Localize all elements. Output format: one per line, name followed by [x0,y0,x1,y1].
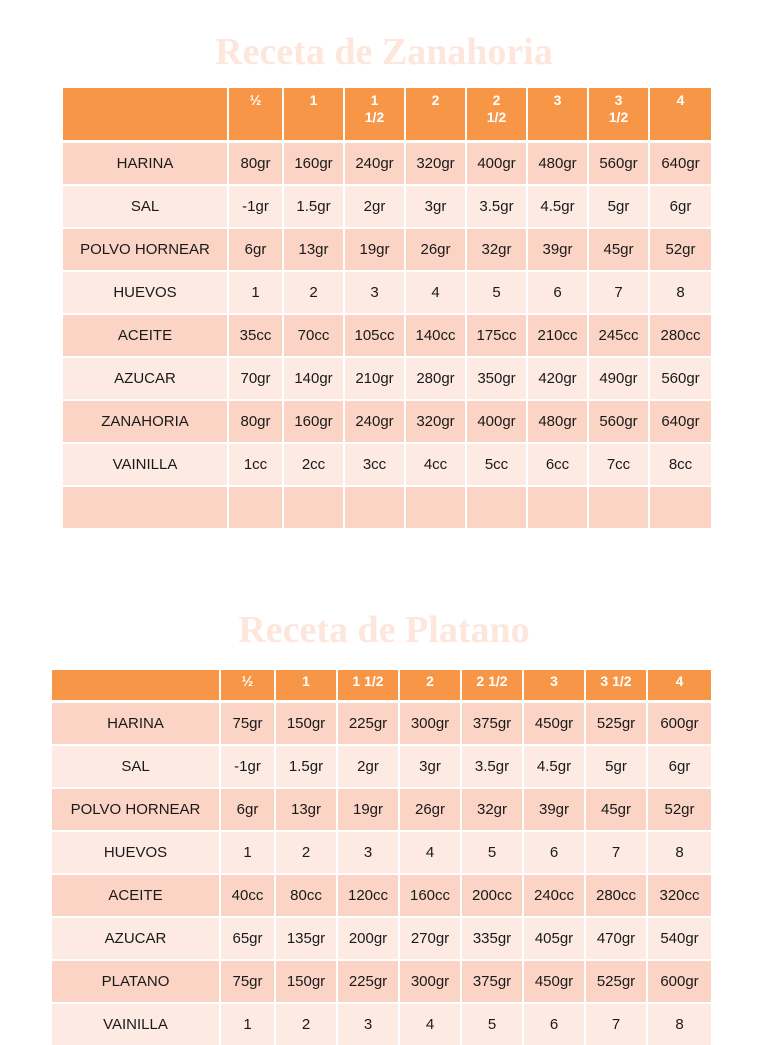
quantity-cell: 32gr [467,227,528,270]
quantity-cell: 80gr [229,399,284,442]
quantity-cell: 35cc [229,313,284,356]
quantity-cell: 3gr [406,184,467,227]
header-quantity-cell: 1 1/2 [338,670,400,700]
quantity-cell: 135gr [276,916,338,959]
quantity-cell: 8cc [650,442,711,485]
quantity-cell: 1 [221,1002,276,1045]
quantity-cell: 200gr [338,916,400,959]
quantity-cell: 2gr [345,184,406,227]
quantity-cell: 300gr [400,700,462,744]
ingredient-name-cell: AZUCAR [52,916,221,959]
ingredient-name-cell: SAL [63,184,229,227]
quantity-cell: 6gr [229,227,284,270]
quantity-cell: 3.5gr [467,184,528,227]
table-row [52,916,711,959]
ingredient-name-cell [63,485,229,528]
quantity-cell: 80gr [229,140,284,184]
ingredient-name-cell: HARINA [52,700,221,744]
quantity-cell: 8 [650,270,711,313]
ingredient-name-cell: PLATANO [52,959,221,1002]
quantity-cell: 2 [276,1002,338,1045]
table-row [63,140,711,184]
quantity-cell: 6gr [650,184,711,227]
header-quantity-cell: 3 1/2 [586,670,648,700]
quantity-cell [589,485,650,528]
quantity-cell: 375gr [462,700,524,744]
quantity-cell: 45gr [589,227,650,270]
quantity-cell: 13gr [284,227,345,270]
quantity-cell: 6gr [648,744,711,787]
quantity-cell: 75gr [221,959,276,1002]
quantity-cell: 600gr [648,959,711,1002]
quantity-cell: 13gr [276,787,338,830]
quantity-cell: 1 [229,270,284,313]
quantity-cell: 300gr [400,959,462,1002]
quantity-cell: 75gr [221,700,276,744]
table-row [52,744,711,787]
quantity-cell: 280cc [586,873,648,916]
quantity-cell [345,485,406,528]
quantity-cell: 6cc [528,442,589,485]
table-row [63,399,711,442]
quantity-cell: 7 [589,270,650,313]
quantity-cell: 150gr [276,959,338,1002]
table-row [52,787,711,830]
quantity-cell: 5cc [467,442,528,485]
quantity-cell: 560gr [589,399,650,442]
quantity-cell: 4 [400,1002,462,1045]
quantity-cell: 140cc [406,313,467,356]
quantity-cell: 245cc [589,313,650,356]
quantity-cell: 4 [406,270,467,313]
quantity-cell: 160cc [400,873,462,916]
quantity-cell: 2 [276,830,338,873]
quantity-cell: 7cc [589,442,650,485]
quantity-cell: 6gr [221,787,276,830]
recipe-table-platano [52,670,711,1045]
quantity-cell: 3gr [400,744,462,787]
quantity-cell: 240gr [345,140,406,184]
header-quantity-cell: 2 [400,670,462,700]
table-row [52,700,711,744]
table-row [63,442,711,485]
header-quantity-cell: 3 [524,670,586,700]
header-quantity-cell: 1 [276,670,338,700]
quantity-cell [406,485,467,528]
quantity-cell: 175cc [467,313,528,356]
quantity-cell: 450gr [524,700,586,744]
header-quantity-cell: 3 1/2 [589,88,650,140]
quantity-cell: 40cc [221,873,276,916]
quantity-cell: 5gr [589,184,650,227]
quantity-cell: 200cc [462,873,524,916]
quantity-cell: 480gr [528,140,589,184]
header-corner-cell [52,670,221,700]
quantity-cell: 6 [524,1002,586,1045]
quantity-cell: 3 [345,270,406,313]
quantity-cell: 270gr [400,916,462,959]
quantity-cell: 3 [338,830,400,873]
quantity-cell: 560gr [589,140,650,184]
header-quantity-cell: 1 [284,88,345,140]
quantity-cell: 525gr [586,700,648,744]
quantity-cell: 375gr [462,959,524,1002]
header-quantity-cell: 3 [528,88,589,140]
table-row [63,356,711,399]
table-row [63,184,711,227]
table-header-row [52,670,711,700]
quantity-cell: 6 [524,830,586,873]
quantity-cell: 470gr [586,916,648,959]
quantity-cell: 105cc [345,313,406,356]
table-row [52,959,711,1002]
ingredient-name-cell: HUEVOS [52,830,221,873]
header-quantity-cell: 1 1/2 [345,88,406,140]
quantity-cell [229,485,284,528]
quantity-cell: -1gr [221,744,276,787]
quantity-cell: 400gr [467,140,528,184]
header-quantity-cell: ½ [221,670,276,700]
quantity-cell: 320gr [406,140,467,184]
quantity-cell: 39gr [524,787,586,830]
quantity-cell: 6 [528,270,589,313]
table-row [63,313,711,356]
ingredient-name-cell: SAL [52,744,221,787]
header-quantity-cell: ½ [229,88,284,140]
quantity-cell: 210gr [345,356,406,399]
quantity-cell: 5 [462,830,524,873]
quantity-cell: 70gr [229,356,284,399]
quantity-cell: 2 [284,270,345,313]
quantity-cell: 2gr [338,744,400,787]
quantity-cell: 225gr [338,700,400,744]
table-row [52,873,711,916]
header-quantity-cell: 2 1/2 [467,88,528,140]
quantity-cell: 8 [648,1002,711,1045]
quantity-cell: 320cc [648,873,711,916]
quantity-cell: 450gr [524,959,586,1002]
quantity-cell: 480gr [528,399,589,442]
quantity-cell: 225gr [338,959,400,1002]
table-row [63,485,711,528]
quantity-cell: 5 [462,1002,524,1045]
ingredient-name-cell: AZUCAR [63,356,229,399]
quantity-cell: 32gr [462,787,524,830]
quantity-cell: 320gr [406,399,467,442]
ingredient-name-cell: ACEITE [52,873,221,916]
quantity-cell: 5gr [586,744,648,787]
quantity-cell: 3cc [345,442,406,485]
quantity-cell: 3 [338,1002,400,1045]
quantity-cell: 240cc [524,873,586,916]
quantity-cell: 490gr [589,356,650,399]
quantity-cell: 540gr [648,916,711,959]
quantity-cell: 70cc [284,313,345,356]
ingredient-name-cell: VAINILLA [63,442,229,485]
quantity-cell: 3.5gr [462,744,524,787]
quantity-cell: 525gr [586,959,648,1002]
quantity-cell: 8 [648,830,711,873]
quantity-cell: 335gr [462,916,524,959]
quantity-cell [284,485,345,528]
header-quantity-cell: 2 1/2 [462,670,524,700]
quantity-cell: 7 [586,830,648,873]
quantity-cell: 420gr [528,356,589,399]
table-row [63,227,711,270]
ingredient-name-cell: ACEITE [63,313,229,356]
header-corner-cell [63,88,229,140]
quantity-cell: 350gr [467,356,528,399]
quantity-cell: 640gr [650,399,711,442]
quantity-cell: 19gr [338,787,400,830]
quantity-cell: 280gr [406,356,467,399]
quantity-cell: 600gr [648,700,711,744]
quantity-cell: 240gr [345,399,406,442]
quantity-cell: 1.5gr [284,184,345,227]
table-row [63,270,711,313]
quantity-cell: 1cc [229,442,284,485]
quantity-cell: 140gr [284,356,345,399]
header-quantity-cell: 4 [648,670,711,700]
quantity-cell: 400gr [467,399,528,442]
quantity-cell: 26gr [406,227,467,270]
table-header-row [63,88,711,140]
quantity-cell [650,485,711,528]
quantity-cell: 52gr [648,787,711,830]
quantity-cell [528,485,589,528]
quantity-cell: 160gr [284,399,345,442]
ingredient-name-cell: HUEVOS [63,270,229,313]
quantity-cell: 80cc [276,873,338,916]
quantity-cell: 19gr [345,227,406,270]
ingredient-name-cell: ZANAHORIA [63,399,229,442]
quantity-cell: 405gr [524,916,586,959]
quantity-cell: 150gr [276,700,338,744]
quantity-cell: 4.5gr [528,184,589,227]
quantity-cell: 4 [400,830,462,873]
quantity-cell: 160gr [284,140,345,184]
recipe-title-platano: Receta de Platano [238,609,530,651]
quantity-cell: 1.5gr [276,744,338,787]
quantity-cell: 52gr [650,227,711,270]
table-row [52,830,711,873]
ingredient-name-cell: VAINILLA [52,1002,221,1045]
quantity-cell [467,485,528,528]
quantity-cell: 1 [221,830,276,873]
quantity-cell: 45gr [586,787,648,830]
ingredient-name-cell: POLVO HORNEAR [63,227,229,270]
quantity-cell: 26gr [400,787,462,830]
ingredient-name-cell: HARINA [63,140,229,184]
quantity-cell: 5 [467,270,528,313]
header-quantity-cell: 4 [650,88,711,140]
quantity-cell: 640gr [650,140,711,184]
quantity-cell: 39gr [528,227,589,270]
quantity-cell: 4cc [406,442,467,485]
quantity-cell: 560gr [650,356,711,399]
quantity-cell: 120cc [338,873,400,916]
recipe-title-zanahoria: Receta de Zanahoria [215,31,553,73]
quantity-cell: 280cc [650,313,711,356]
header-quantity-cell: 2 [406,88,467,140]
quantity-cell: 210cc [528,313,589,356]
quantity-cell: 65gr [221,916,276,959]
ingredient-name-cell: POLVO HORNEAR [52,787,221,830]
quantity-cell: 2cc [284,442,345,485]
quantity-cell: -1gr [229,184,284,227]
recipe-table-zanahoria [63,88,711,528]
quantity-cell: 4.5gr [524,744,586,787]
quantity-cell: 7 [586,1002,648,1045]
